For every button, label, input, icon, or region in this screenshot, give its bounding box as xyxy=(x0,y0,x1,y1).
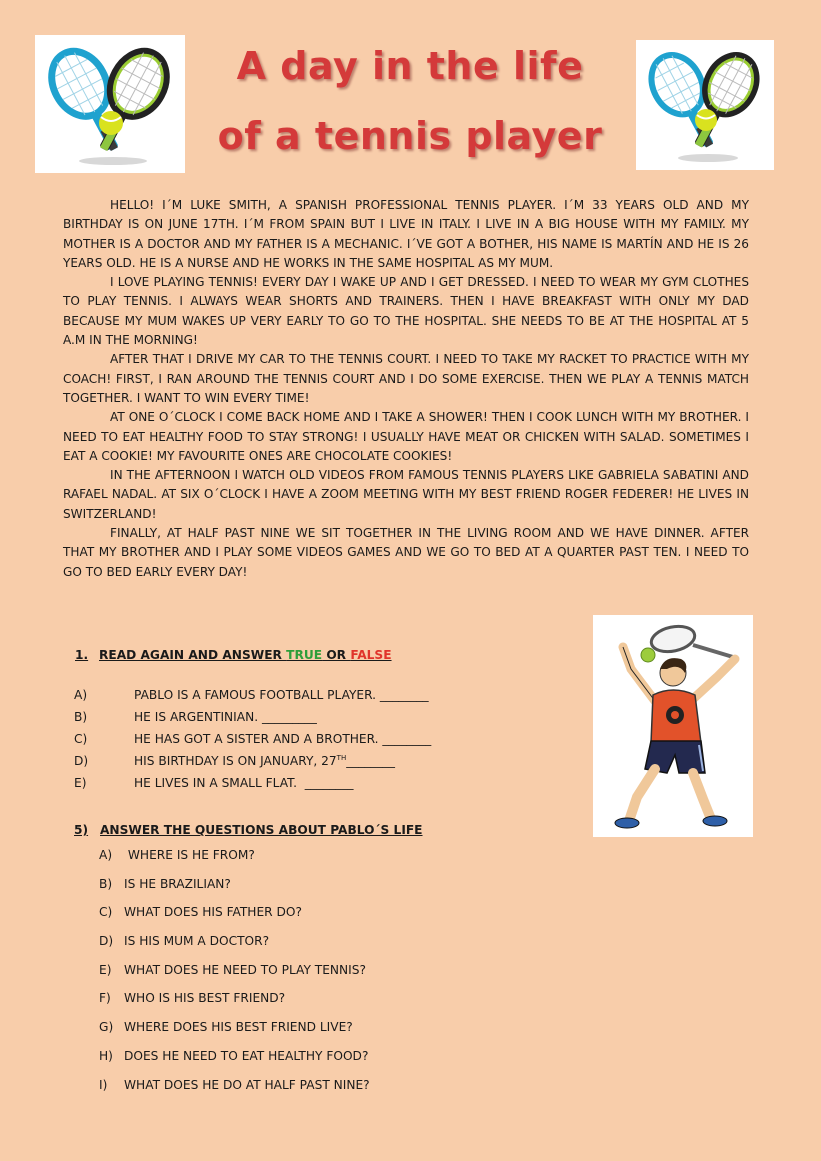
item-label: F) xyxy=(99,991,111,1006)
question-text: WHERE DOES HIS BEST FRIEND LIVE? xyxy=(124,1020,353,1035)
paragraph: FINALLY, AT HALF PAST NINE WE SIT TOGETHER IN THE LIVING ROOM AND WE HAVE DINNER. AFTER THAT MY BROTHER AND I PLAY SOME VIDEOS GAMES AND WE GO TO BED AT A QUARTER PAST TEN. I NEED TO GO TO BED EARLY EVERY DAY! xyxy=(63,526,749,579)
exercise-5-heading xyxy=(74,823,583,837)
item-label: A) xyxy=(99,848,113,862)
list-item xyxy=(63,845,583,874)
list-item xyxy=(63,902,583,931)
item-label: E) xyxy=(74,776,87,790)
item-label: B) xyxy=(74,710,88,724)
item-label: I) xyxy=(99,1077,108,1092)
item-label: D) xyxy=(74,754,89,768)
list-item xyxy=(63,1075,583,1104)
question-text: IS HE BRAZILIAN? xyxy=(124,876,231,891)
or-word: OR xyxy=(322,648,351,662)
question-text: WHAT DOES HIS FATHER DO? xyxy=(124,905,302,920)
answer-blank: ________ xyxy=(346,754,395,768)
exercise-questions xyxy=(63,823,583,1103)
list-item xyxy=(63,772,583,794)
question-text: WHAT DOES HE NEED TO PLAY TENNIS? xyxy=(124,962,366,977)
list-item xyxy=(63,988,583,1017)
item-text: HE IS ARGENTINIAN. _________ xyxy=(134,710,317,724)
ordinal-suffix: TH xyxy=(336,753,347,762)
item-label: D) xyxy=(99,934,114,949)
list-item xyxy=(63,1046,583,1075)
reading-text xyxy=(63,196,749,582)
question-text: DOES HE NEED TO EAT HEALTHY FOOD? xyxy=(124,1048,369,1063)
item-label: A) xyxy=(74,688,88,702)
paragraph: AT ONE O´CLOCK I COME BACK HOME AND I TAKE A SHOWER! THEN I COOK LUNCH WITH MY BROTHER. I NEED TO EAT HEALTHY FOOD TO STAY STRONG! I USUALLY HAVE MEAT OR CHICKEN WITH SALAD. SOMETIMES I EAT A COOKIE! MY FAVOURITE ONES ARE CHOCOLATE COOKIES! xyxy=(63,410,749,463)
exercise-1-heading xyxy=(75,648,583,662)
true-false-list xyxy=(63,684,583,794)
item-text: HE LIVES IN A SMALL FLAT. ________ xyxy=(134,776,354,790)
item-label: B) xyxy=(99,876,113,891)
paragraph: IN THE AFTERNOON I WATCH OLD VIDEOS FROM FAMOUS TENNIS PLAYERS LIKE GABRIELA SABATINI AND RAFAEL NADAL. AT SIX O´CLOCK I HAVE A ZOOM MEETING WITH MY BEST FRIEND ROGER FEDERER! HE LIVES IN SWITZERLAND! xyxy=(63,468,749,521)
tennis-rackets-icon xyxy=(35,35,185,173)
tennis-player-illustration xyxy=(593,615,753,837)
exercise-true-false xyxy=(63,648,583,794)
exercise-number: 5) xyxy=(74,823,89,837)
title-line-2: of a tennis player xyxy=(217,114,603,158)
list-item xyxy=(63,931,583,960)
item-text: HIS BIRTHDAY IS ON JANUARY, 27 xyxy=(134,754,337,768)
list-item xyxy=(63,706,583,728)
false-word: FALSE xyxy=(350,648,392,662)
question-text: IS HIS MUM A DOCTOR? xyxy=(124,934,270,949)
item-text: PABLO IS A FAMOUS FOOTBALL PLAYER. ________ xyxy=(134,688,429,702)
question-list xyxy=(63,845,583,1103)
list-item xyxy=(63,750,583,772)
true-word: TRUE xyxy=(286,648,323,662)
heading-text: READ AGAIN AND ANSWER xyxy=(99,648,287,662)
list-item xyxy=(63,728,583,750)
tennis-rackets-icon xyxy=(636,40,774,170)
item-label: G) xyxy=(99,1020,114,1035)
list-item xyxy=(63,874,583,903)
heading-text: ANSWER THE QUESTIONS ABOUT PABLO´S LIFE xyxy=(100,823,423,837)
paragraph: I LOVE PLAYING TENNIS! EVERY DAY I WAKE UP AND I GET DRESSED. I NEED TO WEAR MY GYM CLOTHES TO PLAY TENNIS. I ALWAYS WEAR SHORTS AND TRAINERS. THEN I HAVE BREAKFAST WITH ONLY MY DAD BECAUSE MY MUM WAKES UP VERY EARLY TO GO TO THE HOSPITAL. SHE NEEDS TO BE AT THE HOSPITAL AT 5 A.M IN THE MORNING! xyxy=(63,275,749,348)
item-label: E) xyxy=(99,962,112,977)
paragraph: HELLO! I´M LUKE SMITH, A SPANISH PROFESSIONAL TENNIS PLAYER. I´M 33 YEARS OLD AND MY BIRTHDAY IS ON JUNE 17TH. I´M FROM SPAIN BUT I LIVE IN ITALY. I LIVE IN A BIG HOUSE WITH MY FAMILY. MY MOTHER IS A DOCTOR AND MY FATHER IS A MECHANIC. I´VE GOT A BOTHER, HIS NAME IS MARTÍN AND HE IS 26 YEARS OLD. HE IS A NURSE AND HE WORKS IN THE SAME HOSPITAL AS MY MUM. xyxy=(63,198,749,270)
question-text: WHERE IS HE FROM? xyxy=(124,848,255,862)
item-label: H) xyxy=(99,1048,113,1063)
item-text: HE HAS GOT A SISTER AND A BROTHER. ________ xyxy=(134,732,432,746)
title-line-1: A day in the life xyxy=(236,44,584,88)
question-text: WHAT DOES HE DO AT HALF PAST NINE? xyxy=(124,1077,370,1092)
list-item xyxy=(63,960,583,989)
item-label: C) xyxy=(74,732,88,746)
paragraph: AFTER THAT I DRIVE MY CAR TO THE TENNIS COURT. I NEED TO TAKE MY RACKET TO PRACTICE WITH MY COACH! FIRST, I RAN AROUND THE TENNIS COURT AND I DO SOME EXERCISE. THEN WE PLAY A TENNIS MATCH TOGETHER. I WANT TO WIN EVERY TIME! xyxy=(63,352,749,405)
exercise-number: 1. xyxy=(75,648,89,662)
list-item xyxy=(63,684,583,706)
question-text: WHO IS HIS BEST FRIEND? xyxy=(124,991,286,1006)
item-label: C) xyxy=(99,905,113,920)
list-item xyxy=(63,1017,583,1046)
